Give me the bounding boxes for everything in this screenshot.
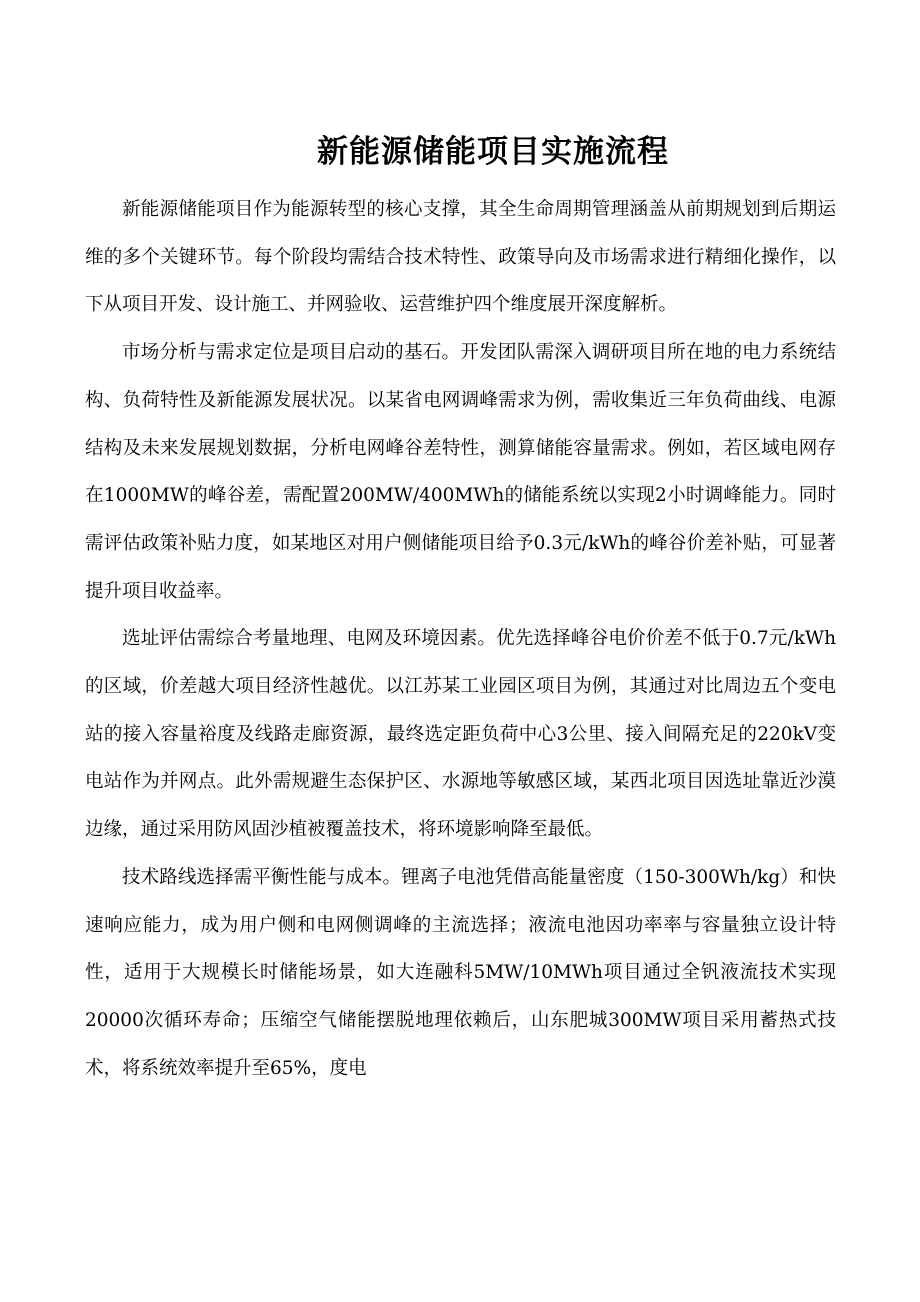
paragraph-site-selection: 选址评估需综合考量地理、电网及环境因素。优先选择峰谷电价价差不低于0.7元/kWh的区域，价差越大项目经济性越优。以江苏某工业园区项目为例，其通过对比周边五个变电站的接入容量裕度及线路走廊资源，最终选定距负荷中心3公里、接入间隔充足的220kV变电站作为并网点。此外需规避生态保护区、水源地等敏感区域，某西北项目因选址靠近沙漠边缘，通过采用防风固沙植被覆盖技术，将环境影响降至最低。: [85, 628, 836, 841]
document-body: [85, 186, 836, 1092]
document-title: 新能源储能项目实施流程: [317, 134, 669, 170]
paragraph-market-analysis: 市场分析与需求定位是项目启动的基石。开发团队需深入调研项目所在地的电力系统结构、负荷特性及新能源发展状况。以某省电网调峰需求为例，需收集近三年负荷曲线、电源结构及未来发展规划数据，分析电网峰谷差特性，测算储能容量需求。例如，若区域电网存在1000MW的峰谷差，需配置200MW/400MWh的储能系统以实现2小时调峰能力。同时需评估政策补贴力度，如某地区对用户侧储能项目给予0.3元/kWh的峰谷价差补贴，可显著提升项目收益率。: [85, 342, 836, 602]
paragraph-intro: 新能源储能项目作为能源转型的核心支撑，其全生命周期管理涵盖从前期规划到后期运维的多个关键环节。每个阶段均需结合技术特性、政策导向及市场需求进行精细化操作，以下从项目开发、设计施工、并网验收、运营维护四个维度展开深度解析。: [85, 199, 836, 316]
paragraph-technology-route: 技术路线选择需平衡性能与成本。锂离子电池凭借高能量密度（150-300Wh/kg）和快速响应能力，成为用户侧和电网侧调峰的主流选择；液流电池因功率率与容量独立设计特性，适用于大规模长时储能场景，如大连融科5MW/10MWh项目通过全钒液流技术实现20000次循环寿命；压缩空气储能摆脱地理依赖后，山东肥城300MW项目采用蓄热式技术，将系统效率提升至65%，度电: [85, 866, 836, 1079]
